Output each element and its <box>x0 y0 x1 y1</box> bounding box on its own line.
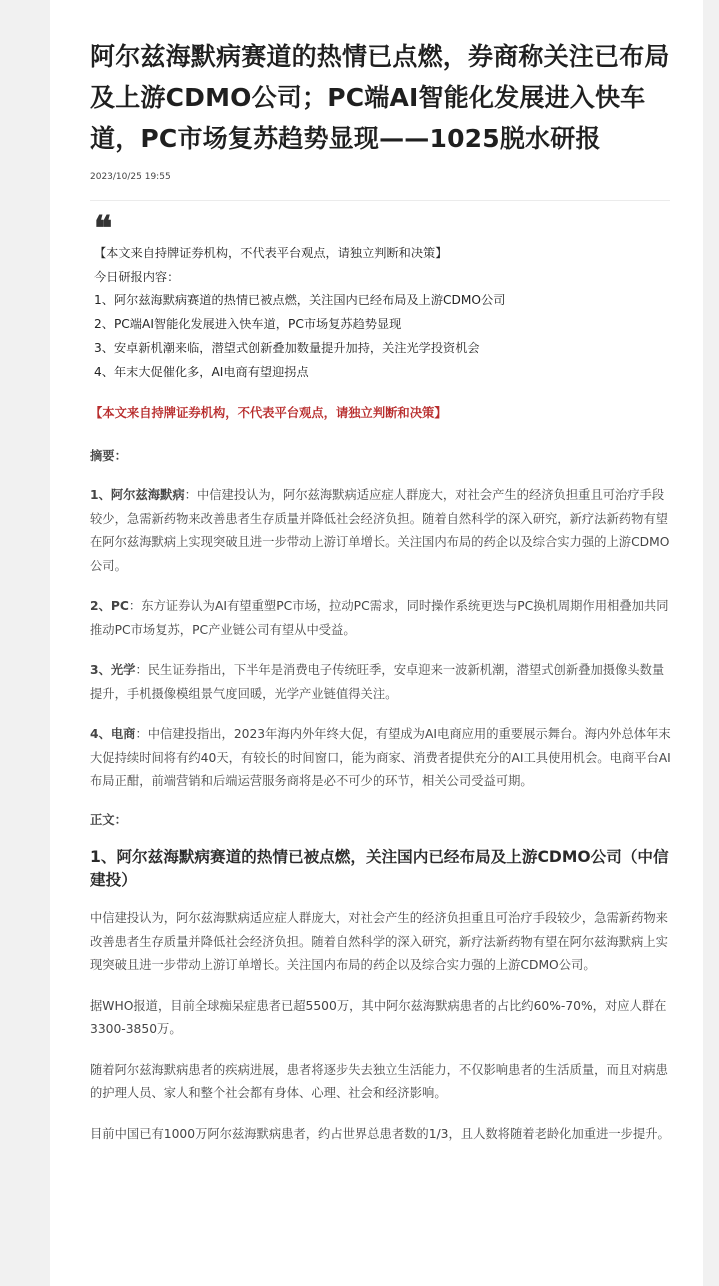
section-paragraph: 随着阿尔兹海默病患者的疾病进展，患者将逐步失去独立生活能力，不仅影响患者的生活质量，而且对病患的护理人员、家人和整个社会都有身体、心理、社会和经济影响。 <box>90 1062 668 1100</box>
section-paragraph: 中信建投认为，阿尔兹海默病适应症人群庞大，对社会产生的经济负担重且可治疗手段较少，急需新药物来改善患者生存质量并降低社会经济负担。随着自然科学的深入研究，新疗法新药物有望在阿尔兹海默病上实现突破且进一步带动上游订单增长。关注国内布局的药企以及综合实力强的上游CDMO公司。 <box>90 911 668 972</box>
summary-item-text: ：中信建投认为，阿尔兹海默病适应症人群庞大，对社会产生的经济负担重且可治疗手段较少，急需新药物来改善患者生存质量并降低社会经济负担。随着自然科学的深入研究，新疗法新药物有望在阿尔兹海默病上实现突破且进一步带动上游订单增长。关注国内布局的药企以及综合实力强的上游CDMO公司。 <box>90 488 670 573</box>
section-heading: 1、阿尔兹海默病赛道的热情已被点燃，关注国内已经布局及上游CDMO公司（中信建投） <box>90 848 669 889</box>
quote-item: 2、PC端AI智能化发展进入快车道，PC市场复苏趋势显现 <box>94 317 402 332</box>
section-paragraph: 目前中国已有1000万阿尔兹海默病患者，约占世界总患者数的1/3，且人数将随着老龄化加重进一步提升。 <box>90 1126 670 1141</box>
summary-item-text: ：民生证券指出，下半年是消费电子传统旺季，安卓迎来一波新机潮，潜望式创新叠加摄像头数量提升，手机摄像模组景气度回暖，光学产业链值得关注。 <box>90 663 665 701</box>
quote-block <box>90 209 680 384</box>
quote-disclaimer: 【本文来自持牌证券机构，不代表平台观点，请独立判断和决策】 <box>94 246 448 260</box>
summary-item-text: ：中信建投指出，2023年海内外年终大促，有望成为AI电商应用的重要展示舞台。海内外总体年末大促持续时间将有约40天，有较长的时间窗口，能为商家、消费者提供充分的AI工具使用机会。电商平台AI布局正酣，前端营销和后端运营服务商将是必不可少的环节，相关公司受益可期。 <box>90 727 671 788</box>
summary-item-label: 3、光学 <box>90 663 136 677</box>
divider <box>90 200 670 201</box>
summary-label: 摘要： <box>90 448 127 463</box>
summary-item-label: 2、PC <box>90 599 129 613</box>
body-disclaimer: 【本文来自持牌证券机构，不代表平台观点，请独立判断和决策】 <box>90 406 447 420</box>
article-title: 阿尔兹海默病赛道的热情已点燃，券商称关注已布局及上游CDMO公司；PC端AI智能化发展进入快车道，PC市场复苏趋势显现——1025脱水研报 <box>90 42 670 153</box>
main-label: 正文： <box>90 812 127 827</box>
publish-date: 2023/10/25 19:55 <box>90 172 171 182</box>
summary-item <box>90 659 672 706</box>
summary-item-text: ：东方证券认为AI有望重塑PC市场，拉动PC需求，同时操作系统更迭与PC换机周期作用相叠加共同推动PC市场复苏，PC产业链公司有望从中受益。 <box>90 599 669 637</box>
quote-item: 3、安卓新机潮来临，潜望式创新叠加数量提升加持，关注光学投资机会 <box>94 340 480 355</box>
quote-item: 4、年末大促催化多，AI电商有望迎拐点 <box>94 364 309 379</box>
summary-item-label: 4、电商 <box>90 727 136 741</box>
section-paragraph: 据WHO报道，目前全球痴呆症患者已超5500万，其中阿尔兹海默病患者的占比约60%-70%，对应人群在3300-3850万。 <box>90 998 667 1036</box>
summary-item-label: 1、阿尔兹海默病 <box>90 488 185 502</box>
quote-item: 1、阿尔兹海默病赛道的热情已被点燃，关注国内已经布局及上游CDMO公司 <box>94 293 506 308</box>
article-body <box>90 402 672 1146</box>
quote-mark-icon: ❝ <box>94 209 113 249</box>
article-card <box>50 0 703 1286</box>
summary-item <box>90 484 672 578</box>
quote-intro: 今日研报内容： <box>94 269 180 284</box>
summary-item <box>90 595 672 642</box>
summary-item <box>90 723 672 794</box>
